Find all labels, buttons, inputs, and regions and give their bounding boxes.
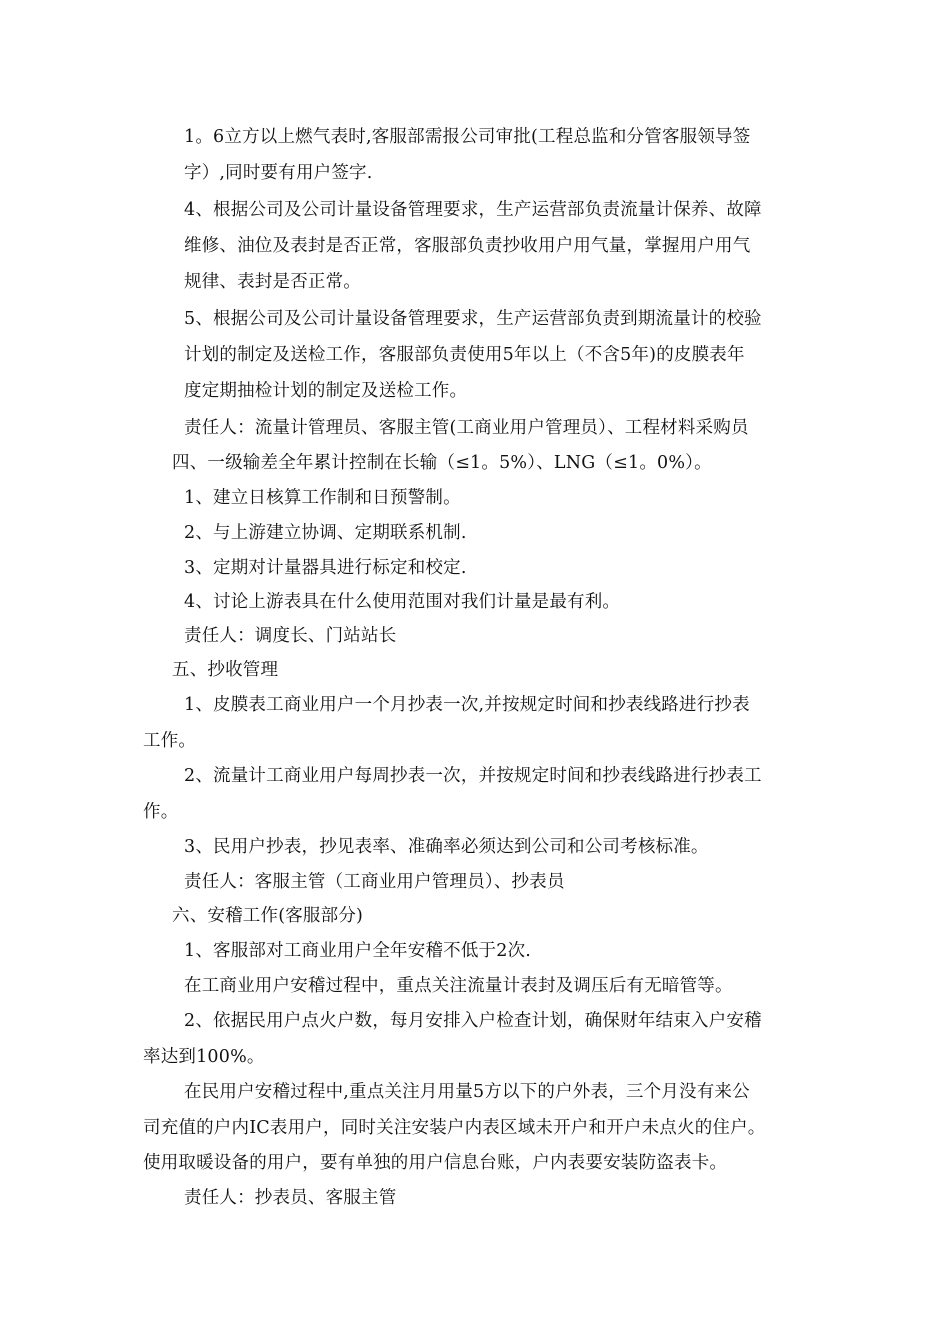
text-line: 4、讨论上游表具在什么使用范围对我们计量是最有利。	[184, 592, 621, 612]
text-line: 作。	[143, 802, 179, 822]
text-line: 3、定期对计量器具进行标定和校定.	[184, 558, 467, 578]
text-line: 3、民用户抄表，抄见表率、准确率必须达到公司和公司考核标准。	[184, 837, 709, 857]
text-line: 2、与上游建立协调、定期联系机制.	[184, 523, 467, 543]
text-line: 1、客服部对工商业用户全年安稽不低于2次.	[184, 941, 532, 961]
section-heading: 五、抄收管理	[172, 660, 279, 680]
section-heading: 四、一级输差全年累计控制在长输（≤1。5%）、LNG（≤1。0%）。	[172, 453, 712, 473]
text-line: 1、建立日核算工作制和日预警制。	[184, 488, 461, 508]
text-line: 2、依据民用户点火户数，每月安排入户检查计划，确保财年结束入户安稽	[184, 1011, 762, 1031]
text-line: 在工商业用户安稽过程中，重点关注流量计表封及调压后有无暗管等。	[184, 976, 733, 996]
text-line: 4、根据公司及公司计量设备管理要求，生产运营部负责流量计保养、故障	[184, 200, 762, 220]
text-line: 责任人：调度长、门站站长	[184, 626, 397, 646]
text-line: 计划的制定及送检工作，客服部负责使用5年以上（不含5年)的皮膜表年	[184, 345, 745, 365]
text-line: 维修、油位及表封是否正常，客服部负责抄收用户用气量，掌握用户用气	[184, 236, 751, 256]
text-line: 责任人：抄表员、客服主管	[184, 1188, 397, 1208]
text-line: 字）,同时要有用户签字.	[184, 163, 373, 183]
text-line: 司充值的户内IC表用户，同时关注安装户内表区域未开户和开户未点火的住户。	[143, 1118, 766, 1138]
text-line: 使用取暖设备的用户，要有单独的用户信息台账，户内表要安装防盗表卡。	[143, 1153, 728, 1173]
text-line: 责任人：流量计管理员、客服主管(工商业用户管理员）、工程材料采购员	[184, 418, 749, 438]
section-heading: 六、安稽工作(客服部分)	[172, 906, 364, 926]
text-line: 1、皮膜表工商业用户一个月抄表一次,并按规定时间和抄表线路进行抄表	[184, 695, 750, 715]
text-line: 率达到100%。	[143, 1047, 265, 1067]
text-line: 工作。	[143, 731, 197, 751]
text-line: 规律、表封是否正常。	[184, 272, 361, 292]
text-line: 责任人：客服主管（工商业用户管理员）、抄表员	[184, 872, 565, 892]
text-line: 5、根据公司及公司计量设备管理要求，生产运营部负责到期流量计的校验	[184, 309, 762, 329]
text-line: 在民用户安稽过程中,重点关注月用量5方以下的户外表，三个月没有来公	[184, 1082, 750, 1102]
text-line: 2、流量计工商业用户每周抄表一次，并按规定时间和抄表线路进行抄表工	[184, 766, 762, 786]
text-line: 1。6立方以上燃气表时,客服部需报公司审批(工程总监和分管客服领导签	[184, 127, 751, 147]
text-line: 度定期抽检计划的制定及送检工作。	[184, 381, 468, 401]
